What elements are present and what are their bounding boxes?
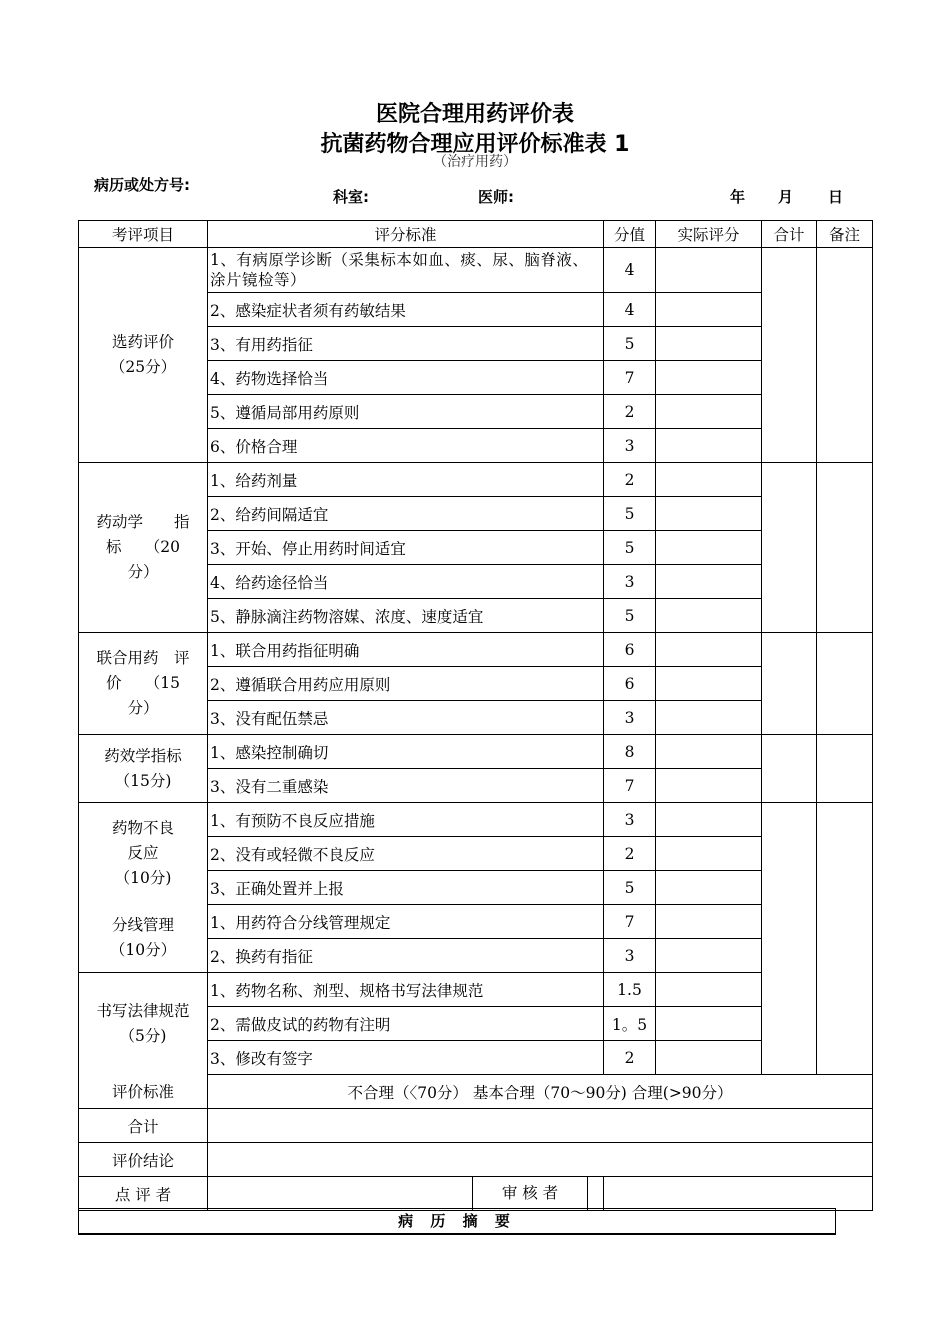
actual-score-cell[interactable] [656,803,762,837]
column-header: 实际评分 [656,221,762,248]
eval-standard-row [79,1075,873,1109]
remark-cell[interactable] [817,735,873,803]
criterion-cell: 2、感染症状者须有药敏结果 [208,293,604,327]
department-label: 科室: [333,188,369,206]
actual-score-cell[interactable] [656,701,762,735]
reviewer-value-cell[interactable] [208,1177,604,1211]
score-cell: 5 [604,327,656,361]
day-label: 日 [828,188,844,206]
table-row [79,803,873,837]
category-line: 书写法律规范 [96,1001,190,1020]
category-line: 分） [127,699,159,717]
total-value-cell[interactable] [208,1109,873,1143]
score-cell: 3 [604,565,656,599]
actual-score-cell[interactable] [656,497,762,531]
category-line: 分线管理 [111,916,174,935]
table-row [79,248,873,293]
table-row [79,973,873,1007]
table-header-row [79,221,873,248]
score-cell: 5 [604,599,656,633]
actual-score-cell[interactable] [656,429,762,463]
score-cell: 8 [604,735,656,769]
total-row [79,1109,873,1143]
category-line: （25分） [109,358,177,376]
table-row [79,905,873,939]
actual-score-cell[interactable] [656,939,762,973]
category-line: 联合用药 评 [96,649,190,667]
actual-score-cell[interactable] [656,837,762,871]
category-line: 反应 [127,844,159,863]
criterion-cell: 3、开始、停止用药时间适宜 [208,531,604,565]
form-subtitle: （治疗用药） [433,154,517,170]
score-cell: 4 [604,293,656,327]
category-cell [79,803,208,905]
category-line: （5分) [119,1026,167,1045]
score-cell: 6 [604,633,656,667]
category-cell [79,735,208,803]
score-cell: 2 [604,463,656,497]
actual-score-cell[interactable] [656,769,762,803]
subtotal-cell[interactable] [762,735,817,803]
score-cell: 5 [604,871,656,905]
criterion-cell: 5、静脉滴注药物溶媒、浓度、速度适宜 [208,599,604,633]
actual-score-cell[interactable] [656,871,762,905]
remark-cell[interactable] [817,803,873,1075]
evaluation-table [78,220,873,1211]
month-label: 月 [778,188,794,206]
table-row [79,633,873,667]
criterion-cell: 1、有预防不良反应措施 [208,803,604,837]
actual-score-cell[interactable] [656,531,762,565]
actual-score-cell[interactable] [656,395,762,429]
subtotal-cell[interactable] [762,463,817,633]
criterion-cell: 6、价格合理 [208,429,604,463]
score-cell: 2 [604,837,656,871]
actual-score-cell[interactable] [656,463,762,497]
criterion-cell: 3、修改有签字 [208,1041,604,1075]
actual-score-cell[interactable] [656,293,762,327]
actual-score-cell[interactable] [656,327,762,361]
column-header: 评分标准 [208,221,604,248]
score-cell: 3 [604,429,656,463]
category-line: （10分) [114,869,172,888]
eval-standard-label: 评价标准 [79,1075,208,1109]
form-title: 抗菌药物合理应用评价标准表 1 [320,132,630,157]
criterion-cell: 2、换药有指征 [208,939,604,973]
category-line: 分） [127,563,159,581]
category-line: 药效学指标 [104,746,182,765]
score-cell: 5 [604,497,656,531]
criterion-cell: 1、用药符合分线管理规定 [208,905,604,939]
column-header: 考评项目 [79,221,208,248]
score-cell: 7 [604,361,656,395]
score-cell: 6 [604,667,656,701]
category-line: （15分) [114,771,172,790]
actual-score-cell[interactable] [656,248,762,293]
remark-cell[interactable] [817,633,873,735]
score-cell: 7 [604,769,656,803]
total-label: 合计 [79,1109,208,1143]
score-cell: 1。5 [604,1007,656,1041]
score-cell: 2 [604,395,656,429]
criterion-cell: 2、需做皮试的药物有注明 [208,1007,604,1041]
score-cell: 2 [604,1041,656,1075]
page-title: 医院合理用药评价表 [375,102,574,127]
criterion-cell: 1、感染控制确切 [208,735,604,769]
conclusion-label: 评价结论 [79,1143,208,1177]
criterion-cell: 3、有用药指征 [208,327,604,361]
category-cell [79,463,208,633]
eval-standard-text: 不合理（〈70分） 基本合理（70～90分) 合理(>90分） [208,1075,873,1109]
category-line: 药物不良 [111,819,174,838]
table-row [79,463,873,497]
actual-score-cell[interactable] [656,667,762,701]
actual-score-cell[interactable] [656,735,762,769]
score-cell: 3 [604,803,656,837]
subtotal-cell[interactable] [762,248,817,463]
actual-score-cell[interactable] [656,599,762,633]
criterion-cell: 1、药物名称、剂型、规格书写法律规范 [208,973,604,1007]
category-line: 价 （15 [106,674,180,692]
year-label: 年 [730,188,746,206]
criterion-cell: 2、给药间隔适宜 [208,497,604,531]
remark-cell[interactable] [817,463,873,633]
criterion-cell: 2、没有或轻微不良反应 [208,837,604,871]
subtotal-cell[interactable] [762,803,817,1075]
score-cell: 1.5 [604,973,656,1007]
criterion-cell: 3、没有二重感染 [208,769,604,803]
actual-score-cell[interactable] [656,905,762,939]
record-no-label: 病历或处方号: [94,176,190,194]
actual-score-cell[interactable] [656,565,762,599]
category-line: 标 （20 [106,538,180,556]
score-cell: 3 [604,939,656,973]
subtotal-cell[interactable] [762,633,817,735]
score-cell: 7 [604,905,656,939]
category-line: （10分） [109,941,177,960]
criterion-cell: 2、遵循联合用药应用原则 [208,667,604,701]
criterion-cell: 1、联合用药指征明确 [208,633,604,667]
actual-score-cell[interactable] [656,1007,762,1041]
signature-row [79,1177,873,1211]
category-cell [79,248,208,463]
doctor-label: 医师: [478,188,514,206]
score-cell: 5 [604,531,656,565]
column-header: 备注 [817,221,873,248]
case-summary-header: 病 历 摘 要 [78,1208,836,1235]
score-cell: 4 [604,248,656,293]
actual-score-cell[interactable] [656,361,762,395]
column-header: 分值 [604,221,656,248]
criterion-cell: 1、给药剂量 [208,463,604,497]
category-cell [79,905,208,973]
criterion-cell: 3、没有配伍禁忌 [208,701,604,735]
category-cell [79,633,208,735]
criterion-cell: 3、正确处置并上报 [208,871,604,905]
remark-cell[interactable] [817,248,873,463]
criterion-cell: 1、有病原学诊断（采集标本如血、痰、尿、脑脊液、涂片镜检等） [208,248,604,293]
score-cell: 3 [604,701,656,735]
table-row [79,735,873,769]
auditor-label: 审 核 者 [473,1177,588,1210]
actual-score-cell[interactable] [656,633,762,667]
category-line: 选药评价 [111,333,174,351]
column-header: 合计 [762,221,817,248]
category-line: 药动学 指 [96,513,190,531]
criterion-cell: 5、遵循局部用药原则 [208,395,604,429]
conclusion-row [79,1143,873,1177]
conclusion-value-cell[interactable] [208,1143,873,1177]
criterion-cell: 4、给药途径恰当 [208,565,604,599]
reviewer-label: 点 评 者 [79,1177,208,1211]
criterion-cell: 4、药物选择恰当 [208,361,604,395]
category-cell [79,973,208,1075]
auditor-value-cell[interactable] [604,1177,873,1211]
actual-score-cell[interactable] [656,973,762,1007]
actual-score-cell[interactable] [656,1041,762,1075]
